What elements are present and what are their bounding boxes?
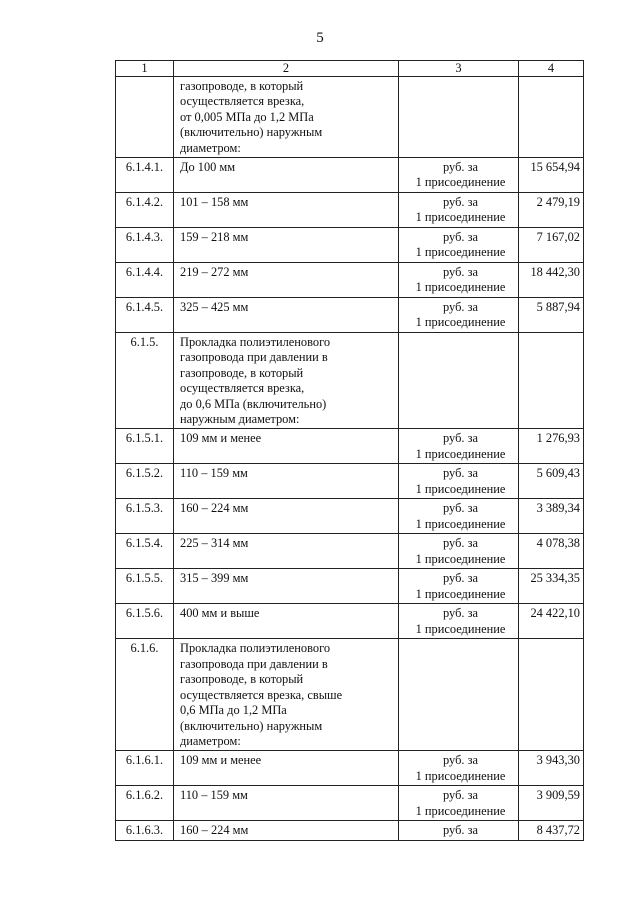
item-description [174,639,399,751]
table-row [116,821,584,841]
description-line: 315 – 399 мм [180,571,249,586]
item-description [174,604,399,639]
table-row [116,751,584,786]
table-row [116,639,584,751]
description-line: Прокладка полиэтиленового [180,335,331,350]
item-price: 18 442,30 [519,263,584,298]
table-row [116,77,584,158]
item-code: 6.1.4.5. [116,298,174,333]
unit-line: 1 присоединение [415,210,506,225]
item-description [174,821,399,841]
description-line: 225 – 314 мм [180,536,249,551]
description-line: газопровода при давлении в [180,350,328,365]
unit-line: 1 присоединение [415,175,506,190]
unit-line: руб. за [443,466,478,481]
description-line: 400 мм и выше [180,606,260,621]
item-code: 6.1.5.1. [116,429,174,464]
table-row [116,569,584,604]
unit-line: руб. за [443,536,478,551]
item-price: 8 437,72 [519,821,584,841]
description-line: диаметром: [180,733,241,748]
unit-line: 1 присоединение [415,551,506,566]
item-description [174,77,399,158]
description-line: газопроводе, в который [180,365,304,380]
column-number-1: 1 [116,61,174,77]
unit-line: руб. за [443,431,478,446]
item-unit [399,464,519,499]
item-code: 6.1.6.3. [116,821,174,841]
table-row [116,263,584,298]
unit-line: 1 присоединение [415,481,506,496]
description-line: осуществляется врезка, свыше [180,687,343,702]
item-unit [399,639,519,751]
description-line: от 0,005 МПа до 1,2 МПа [180,109,314,124]
page-number: 5 [316,30,324,46]
description-line: диаметром: [180,140,241,155]
item-price [519,77,584,158]
item-code: 6.1.4.2. [116,193,174,228]
item-code [116,77,174,158]
unit-line: руб. за [443,753,478,768]
item-price: 24 422,10 [519,604,584,639]
description-line: 109 мм и менее [180,753,262,768]
item-description [174,751,399,786]
item-price: 5 609,43 [519,464,584,499]
table-row [116,464,584,499]
item-description [174,228,399,263]
item-unit [399,604,519,639]
table-row [116,158,584,193]
table-row [116,298,584,333]
item-description [174,464,399,499]
description-line: 110 – 159 мм [180,788,248,803]
description-line: наружным диаметром: [180,412,300,427]
unit-line: 1 присоединение [415,803,506,818]
description-line: газопроводе, в который [180,672,304,687]
item-description [174,263,399,298]
item-unit [399,751,519,786]
item-unit [399,228,519,263]
item-code: 6.1.5.3. [116,499,174,534]
table-row [116,534,584,569]
description-line: До 100 мм [180,160,236,175]
unit-line: руб. за [443,160,478,175]
unit-line: руб. за [443,788,478,803]
unit-line: руб. за [443,230,478,245]
item-code: 6.1.4.3. [116,228,174,263]
description-line: (включительно) наружным [180,125,323,140]
item-price: 1 276,93 [519,429,584,464]
unit-line: 1 присоединение [415,768,506,783]
item-code: 6.1.5.4. [116,534,174,569]
description-line: газопровода при давлении в [180,656,328,671]
item-code: 6.1.5. [116,333,174,429]
unit-line: руб. за [443,823,478,838]
item-description [174,786,399,821]
item-description [174,569,399,604]
item-unit [399,193,519,228]
table-row [116,193,584,228]
unit-line: 1 присоединение [415,315,506,330]
description-line: (включительно) наружным [180,718,323,733]
tariff-rows [116,77,584,841]
description-line: 160 – 224 мм [180,501,249,516]
column-number-2: 2 [174,61,399,77]
item-description [174,499,399,534]
item-price: 3 943,30 [519,751,584,786]
unit-line: 1 присоединение [415,621,506,636]
column-number-3: 3 [399,61,519,77]
unit-line: руб. за [443,195,478,210]
item-unit [399,333,519,429]
description-line: 101 – 158 мм [180,195,249,210]
description-line: 160 – 224 мм [180,823,249,838]
item-unit [399,534,519,569]
item-description [174,333,399,429]
unit-line: руб. за [443,300,478,315]
tariff-table [115,60,584,841]
unit-line: руб. за [443,501,478,516]
item-price: 7 167,02 [519,228,584,263]
item-unit [399,786,519,821]
item-description [174,534,399,569]
item-code: 6.1.5.6. [116,604,174,639]
item-code: 6.1.4.1. [116,158,174,193]
item-price [519,333,584,429]
item-price: 3 389,34 [519,499,584,534]
unit-line: 1 присоединение [415,446,506,461]
item-price: 3 909,59 [519,786,584,821]
item-code: 6.1.5.2. [116,464,174,499]
item-price [519,639,584,751]
table-row [116,604,584,639]
item-unit [399,263,519,298]
description-line: до 0,6 МПа (включительно) [180,396,327,411]
item-price: 5 887,94 [519,298,584,333]
description-line: Прокладка полиэтиленового [180,641,331,656]
column-number-4: 4 [519,61,584,77]
item-price: 25 334,35 [519,569,584,604]
item-unit [399,77,519,158]
item-description [174,429,399,464]
description-line: осуществляется врезка, [180,381,305,396]
unit-line: 1 присоединение [415,280,506,295]
unit-line: руб. за [443,606,478,621]
unit-line: руб. за [443,571,478,586]
description-line: 109 мм и менее [180,431,262,446]
item-price: 15 654,94 [519,158,584,193]
item-unit [399,298,519,333]
description-line: 110 – 159 мм [180,466,248,481]
item-code: 6.1.4.4. [116,263,174,298]
unit-line: руб. за [443,265,478,280]
item-code: 6.1.6.2. [116,786,174,821]
column-number-row [116,61,584,77]
item-code: 6.1.6. [116,639,174,751]
item-description [174,193,399,228]
item-code: 6.1.6.1. [116,751,174,786]
table-row [116,228,584,263]
description-line: осуществляется врезка, [180,94,305,109]
table-row [116,333,584,429]
item-unit [399,569,519,604]
description-line: 159 – 218 мм [180,230,249,245]
item-unit [399,821,519,841]
item-unit [399,429,519,464]
table-row [116,499,584,534]
description-line: 0,6 МПа до 1,2 МПа [180,703,287,718]
item-unit [399,499,519,534]
description-line: 219 – 272 мм [180,265,249,280]
item-unit [399,158,519,193]
description-line: 325 – 425 мм [180,300,249,315]
item-description [174,298,399,333]
item-price: 2 479,19 [519,193,584,228]
unit-line: 1 присоединение [415,586,506,601]
description-line: газопроводе, в который [180,79,304,93]
table-row [116,786,584,821]
item-code: 6.1.5.5. [116,569,174,604]
table-row [116,429,584,464]
item-price: 4 078,38 [519,534,584,569]
item-description [174,158,399,193]
unit-line: 1 присоединение [415,516,506,531]
unit-line: 1 присоединение [415,245,506,260]
